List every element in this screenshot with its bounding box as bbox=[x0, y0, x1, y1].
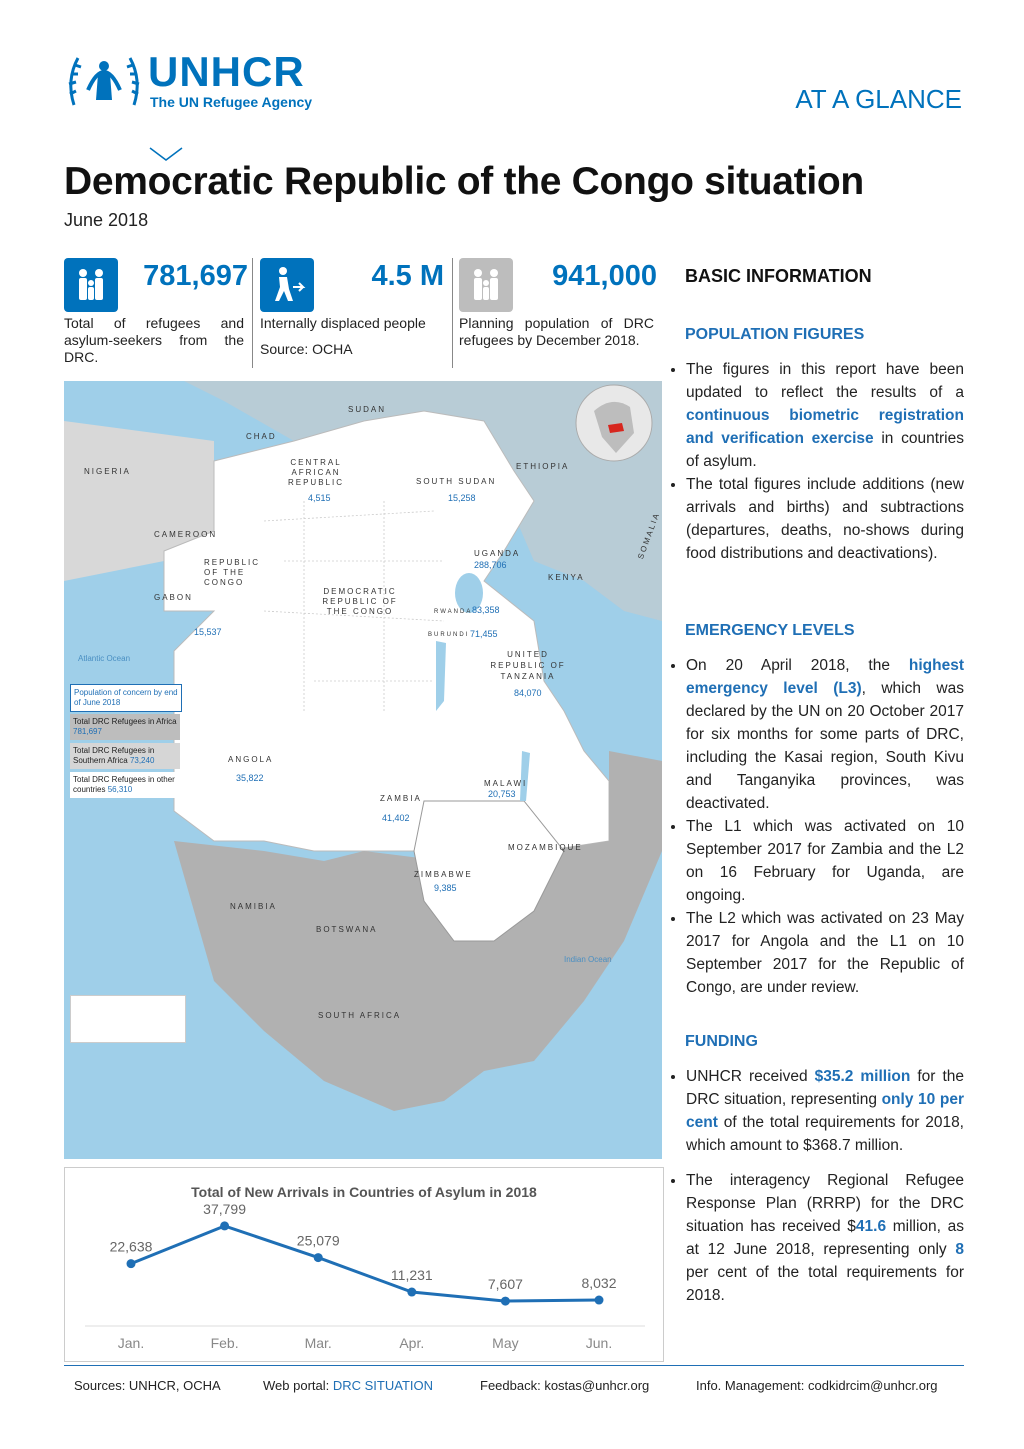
list-item: • The interagency Regional Refugee Response Plan (RRRP) for the DRC situation has received $41.6 million, as at 12 June 2018, representing only 8 per cent of the total requirements for 2018. bbox=[686, 1169, 964, 1307]
divider bbox=[452, 258, 453, 368]
stat-source: Source: OCHA bbox=[260, 341, 353, 357]
legend-label: Population of concern by end of June 2018 bbox=[74, 688, 178, 707]
list-item: • The L2 which was activated on 23 May 2017 for Angola and the L1 on 10 September 2017 for the Republic of Congo, are under review. bbox=[686, 907, 964, 999]
map-label-kenya: KENYA bbox=[548, 573, 585, 582]
map-value-malawi: 20,753 bbox=[488, 789, 516, 799]
divider bbox=[252, 258, 253, 368]
map-value-tanzania: 84,070 bbox=[514, 688, 542, 698]
footer-rule bbox=[64, 1365, 964, 1366]
footer-web-label: Web portal: bbox=[263, 1378, 333, 1393]
stat-description: Total of refugees and asylum-seekers from the DRC. bbox=[64, 315, 244, 365]
legend-value: 781,697 bbox=[73, 727, 102, 736]
map-label-cameroon: CAMEROON bbox=[154, 530, 218, 539]
map-value-uganda: 288,706 bbox=[474, 560, 507, 570]
map-label-south-africa: SOUTH AFRICA bbox=[318, 1011, 402, 1020]
map-label-botswana: BOTSWANA bbox=[316, 925, 378, 934]
stat-description: Planning population of DRC refugees by December 2018. bbox=[459, 315, 654, 348]
x-tick-label: Apr. bbox=[399, 1335, 425, 1351]
stat-idps bbox=[260, 258, 446, 368]
data-label: 22,638 bbox=[109, 1238, 153, 1255]
x-tick-label: Feb. bbox=[210, 1335, 239, 1351]
stat-value: 781,697 bbox=[143, 260, 248, 292]
map-label-namibia: NAMIBIA bbox=[230, 902, 277, 911]
funding-list bbox=[668, 1065, 964, 1307]
footer-sources: Sources: UNHCR, OCHA bbox=[74, 1378, 221, 1393]
map-label-zambia: ZAMBIA bbox=[380, 794, 422, 803]
map-label-angola: ANGOLA bbox=[228, 755, 274, 764]
map-legend-item bbox=[70, 714, 180, 740]
legend-label: Total DRC Refugees in other countries bbox=[73, 775, 175, 794]
footer-feedback[interactable]: Feedback: kostas@unhcr.org bbox=[480, 1378, 650, 1393]
data-label: 7,607 bbox=[487, 1276, 523, 1293]
map-label-south-sudan: SOUTH SUDAN bbox=[416, 477, 497, 486]
legend-label: Total DRC Refugees in Southern Africa bbox=[73, 746, 155, 765]
map-label-malawi: MALAWI bbox=[484, 779, 528, 788]
logo-name: UNHCR bbox=[148, 48, 305, 95]
chart-title: Total of New Arrivals in Countries of Asylum in 2018 bbox=[191, 1184, 537, 1200]
map-label-zimbabwe: ZIMBABWE bbox=[414, 870, 473, 879]
chart-plot bbox=[65, 1168, 663, 1361]
x-tick-label: May bbox=[492, 1335, 519, 1351]
stat-description: Internally displaced people bbox=[260, 315, 426, 331]
map-label-nigeria: NIGERIA bbox=[84, 467, 131, 476]
family-icon bbox=[64, 258, 118, 312]
funding-title: FUNDING bbox=[685, 1033, 758, 1050]
regional-map bbox=[64, 381, 662, 1159]
population-figures-title: POPULATION FIGURES bbox=[685, 326, 865, 343]
map-value-car: 4,515 bbox=[308, 493, 331, 503]
data-label: 37,799 bbox=[203, 1200, 247, 1217]
data-point bbox=[407, 1288, 416, 1297]
data-point bbox=[595, 1296, 604, 1305]
stat-planning bbox=[459, 258, 657, 368]
map-label-congo: REPUBLIC OF THE CONGO bbox=[204, 558, 261, 587]
map-label-uganda: UGANDA bbox=[474, 549, 521, 558]
family-grey-icon bbox=[459, 258, 513, 312]
page-title: Democratic Republic of the Congo situation bbox=[64, 160, 864, 203]
map-value-rwanda: 83,358 bbox=[472, 605, 500, 615]
data-point bbox=[127, 1259, 136, 1268]
map-label-somalia: SOMALIA bbox=[636, 510, 662, 561]
emergency-levels-title: EMERGENCY LEVELS bbox=[685, 622, 855, 639]
map-value-zimbabwe: 9,385 bbox=[434, 883, 457, 893]
footer-info[interactable]: Info. Management: codkidrcim@unhcr.org bbox=[696, 1378, 938, 1393]
data-point bbox=[501, 1297, 510, 1306]
emergency-list bbox=[668, 654, 964, 999]
map-label-chad: CHAD bbox=[246, 432, 277, 441]
stat-value: 4.5 M bbox=[371, 260, 444, 292]
basic-info-title: BASIC INFORMATION bbox=[685, 266, 872, 286]
list-item: • The figures in this report have been updated to reflect the results of a continuous biometric registration and verification exercise in countries of asylum. bbox=[686, 358, 964, 473]
drc-situation-link[interactable]: DRC SITUATION bbox=[332, 1378, 434, 1393]
list-item: • The total figures include additions (new arrivals and births) and subtractions (departures, deaths, no-shows during food distributions and deactivations). bbox=[686, 473, 964, 565]
map-value-angola: 35,822 bbox=[236, 773, 264, 783]
footer-web bbox=[263, 1378, 433, 1393]
map-label-car: CENTRAL AFRICAN REPUBLIC bbox=[287, 458, 344, 487]
map-label-mozambique: MOZAMBIQUE bbox=[508, 843, 583, 852]
map-label-rwanda: RWANDA bbox=[434, 609, 473, 615]
map-legend-item bbox=[70, 772, 180, 798]
map-legend-item bbox=[70, 743, 180, 769]
map-label-tanzania: UNITED REPUBLIC OF TANZANIA bbox=[490, 650, 566, 681]
series-line bbox=[131, 1226, 599, 1301]
map-boundary-key bbox=[70, 995, 186, 1043]
map-value-zambia: 41,402 bbox=[382, 813, 410, 823]
stat-refugees bbox=[64, 258, 248, 368]
map-label-drc: DEMOCRATIC REPUBLIC OF THE CONGO bbox=[322, 587, 398, 616]
logo-tagline: The UN Refugee Agency bbox=[150, 94, 313, 110]
unhcr-logo bbox=[64, 50, 344, 112]
at-a-glance-label: AT A GLANCE bbox=[795, 84, 962, 114]
x-tick-label: Mar. bbox=[304, 1335, 332, 1351]
map-label-sudan: SUDAN bbox=[348, 405, 387, 414]
map-value-south-sudan: 15,258 bbox=[448, 493, 476, 503]
map-label-indian: Indian Ocean bbox=[564, 955, 612, 964]
x-tick-label: Jun. bbox=[585, 1335, 613, 1351]
data-point bbox=[220, 1221, 229, 1230]
list-item: • UNHCR received $35.2 million for the DRC situation, representing only 10 per cent of the total requirements for 2018, which amount to $368.7 million. bbox=[686, 1065, 964, 1157]
report-date: June 2018 bbox=[64, 210, 149, 230]
arrivals-chart bbox=[64, 1167, 664, 1362]
data-label: 11,231 bbox=[390, 1267, 433, 1284]
displaced-person-icon bbox=[260, 258, 314, 312]
population-list bbox=[668, 358, 964, 565]
map-label-atlantic: Atlantic Ocean bbox=[78, 654, 131, 663]
legend-value: 56,310 bbox=[107, 785, 133, 794]
list-item: • The L1 which was activated on 10 September 2017 for Zambia and the L2 on 16 February for Uganda, are ongoing. bbox=[686, 815, 964, 907]
legend-value: 73,240 bbox=[129, 756, 155, 765]
data-label: 25,079 bbox=[296, 1232, 340, 1249]
stat-value: 941,000 bbox=[552, 260, 657, 292]
map-label-gabon: GABON bbox=[154, 593, 193, 602]
data-point bbox=[314, 1253, 323, 1262]
legend-label: Total DRC Refugees in Africa bbox=[73, 717, 177, 726]
map-value-burundi: 71,455 bbox=[470, 629, 498, 639]
map-label-ethiopia: ETHIOPIA bbox=[516, 462, 570, 471]
map-label-burundi: BURUNDI bbox=[428, 632, 470, 638]
map-value-congo: 15,537 bbox=[194, 627, 222, 637]
map-legend-item bbox=[70, 684, 182, 712]
x-tick-label: Jan. bbox=[117, 1335, 145, 1351]
list-item: • On 20 April 2018, the highest emergency level (L3), which was declared by the UN on 20 October 2017 for six months for some parts of DRC, including the Kasai region, South Kivu and Tanganyika provinces, was deactivated. bbox=[686, 654, 964, 815]
data-label: 8,032 bbox=[581, 1275, 617, 1292]
unhcr-emblem-icon bbox=[64, 50, 144, 112]
